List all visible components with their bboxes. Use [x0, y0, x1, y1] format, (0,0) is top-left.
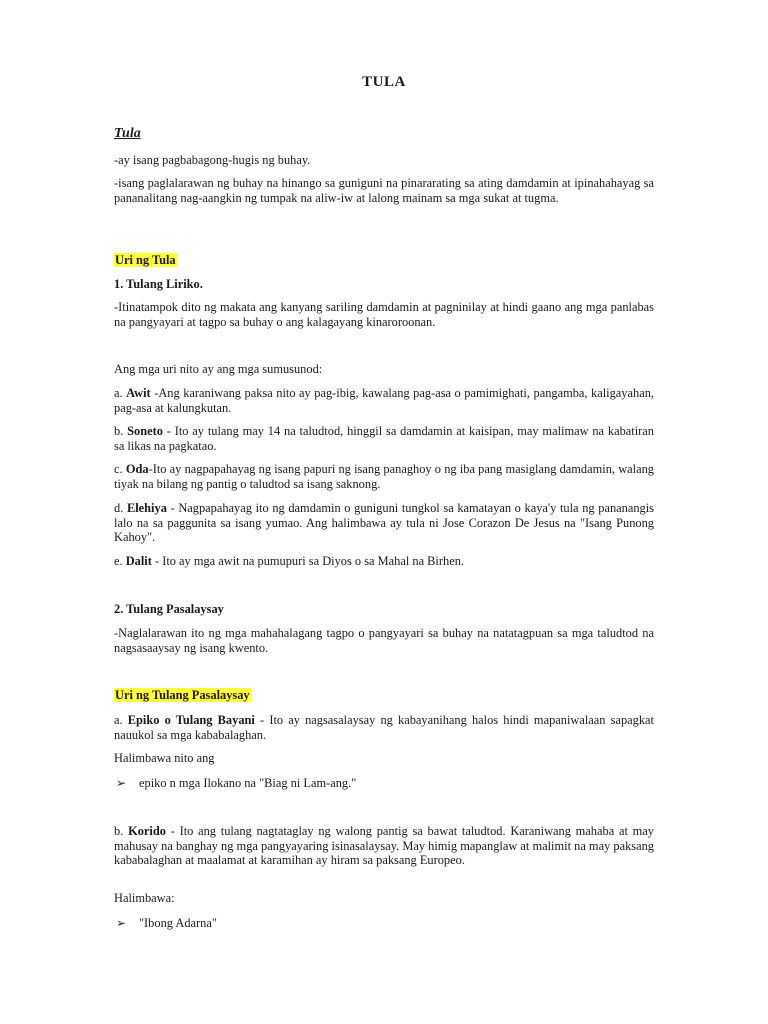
list-term: Awit	[126, 386, 151, 400]
list-term: Dalit	[125, 554, 152, 568]
intro-heading	[114, 126, 654, 142]
list-letter: c.	[114, 462, 123, 476]
uri-ng-tulang-pasalaysay-heading: Uri ng Tulang Pasalaysay	[115, 688, 250, 702]
list-term: Elehiya	[126, 501, 167, 515]
epiko-example-label: Halimbawa nito ang	[114, 751, 215, 765]
list-item-dalit	[114, 554, 654, 569]
uri-ng-tula-heading: Uri ng Tula	[115, 253, 176, 267]
tulang-liriko-text: -Itinatampok dito ng makata ang kanyang sariling damdamin at pagninilay at hindi gaano ang mga panlabas na pangyayari at tagpo sa buhay o ang kalagayang kinaroroonan.	[114, 300, 654, 329]
pasalaysay-heading-line	[114, 688, 654, 703]
intro-line-2: -isang paglalarawan ng buhay na hinango sa guniguni na pinararating sa ating damdamin at ipinahahayag sa pananalitang nag-aangkin ng tumpak na aliw-iw at lalong mainam sa mga sukat at tugma.	[114, 176, 654, 205]
list-item-soneto	[114, 424, 654, 453]
list-letter: d.	[114, 501, 124, 515]
list-letter: a.	[114, 386, 123, 400]
arrow-bullet-icon: ➢	[116, 776, 127, 790]
list-desc: -Ang karaniwang paksa nito ay pag-ibig, kawalang pag-asa o pamimighati, pangamba, kaligayahan, pag-asa at kalungkutan.	[114, 386, 654, 415]
list-intro: Ang mga uri nito ay ang mga sumusunod:	[114, 362, 323, 376]
list-desc: -Ito ay nagpapahayag ng isang papuri ng isang panaghoy o ng iba pang masiglang damdamin, walang tiyak na bilang ng pantig o taludtod sa isang saknong.	[114, 462, 654, 491]
uri-heading-line	[114, 253, 654, 268]
epiko-example-text: epiko n mga Ilokano na "Biag ni Lam-ang."	[139, 776, 357, 790]
list-letter: b.	[114, 824, 124, 838]
list-desc: - Ito ay tulang may 14 na taludtod, hinggil sa damdamin at kaisipan, may malimaw na kabatiran sa likas na pagkatao.	[114, 424, 654, 453]
list-item-elehiya	[114, 501, 654, 545]
list-item-awit	[114, 386, 654, 415]
list-desc: - Nagpapahayag ito ng damdamin o guniguni tungkol sa kamatayan o kaya'y tula ng pananangis lalo na sa paggunita sa isang yumao. Ang halimbawa ay tula ni Jose Corazon De Jesus na "Isang Punong Kahoy".	[114, 501, 654, 545]
list-letter: a.	[114, 713, 123, 727]
list-letter: e.	[114, 554, 123, 568]
list-term: Soneto	[127, 424, 163, 438]
list-desc: - Ito ay mga awit na pumupuri sa Diyos o sa Mahal na Birhen.	[151, 554, 464, 568]
tulang-liriko-heading: 1. Tulang Liriko.	[114, 277, 203, 291]
list-desc: - Ito ang tulang nagtataglay ng walong pantig sa bawat taludtod. Karaniwang mahaba at may mahusay na banghay ng mga pangyayaring isinasalaysay. May himig mapanglaw at malimit na may paksang kababalaghan at maalamat at karamihan ay hiram sa paksang Europeo.	[114, 824, 654, 868]
tulang-pasalaysay-text: -Naglalarawan ito ng mga mahahalagang tagpo o pangyayari sa buhay na natatagpuan sa mga taludtod na nagsasaaysay ng isang kwento.	[114, 626, 654, 655]
list-term: Epiko o Tulang Bayani	[127, 713, 255, 727]
korido-example-label: Halimbawa:	[114, 891, 175, 905]
korido-example-text: "Ibong Adarna"	[139, 916, 217, 930]
korido-item	[114, 824, 654, 868]
list-term: Korido	[128, 824, 166, 838]
tula-heading: Tula	[114, 126, 141, 141]
intro-line-1: -ay isang pagbabagong-hugis ng buhay.	[114, 153, 311, 167]
epiko-item	[114, 713, 654, 742]
list-item-oda	[114, 462, 654, 491]
page-title: TULA	[362, 74, 406, 90]
list-letter: b.	[114, 424, 124, 438]
list-desc: - Ito ay nagsasalaysay ng kabayanihang halos hindi mapaniwalaan sapagkat nauukol sa mga kababalaghan.	[114, 713, 654, 742]
tulang-pasalaysay-heading: 2. Tulang Pasalaysay	[114, 602, 224, 616]
list-term: Oda	[125, 462, 149, 476]
arrow-bullet-icon: ➢	[116, 916, 127, 930]
